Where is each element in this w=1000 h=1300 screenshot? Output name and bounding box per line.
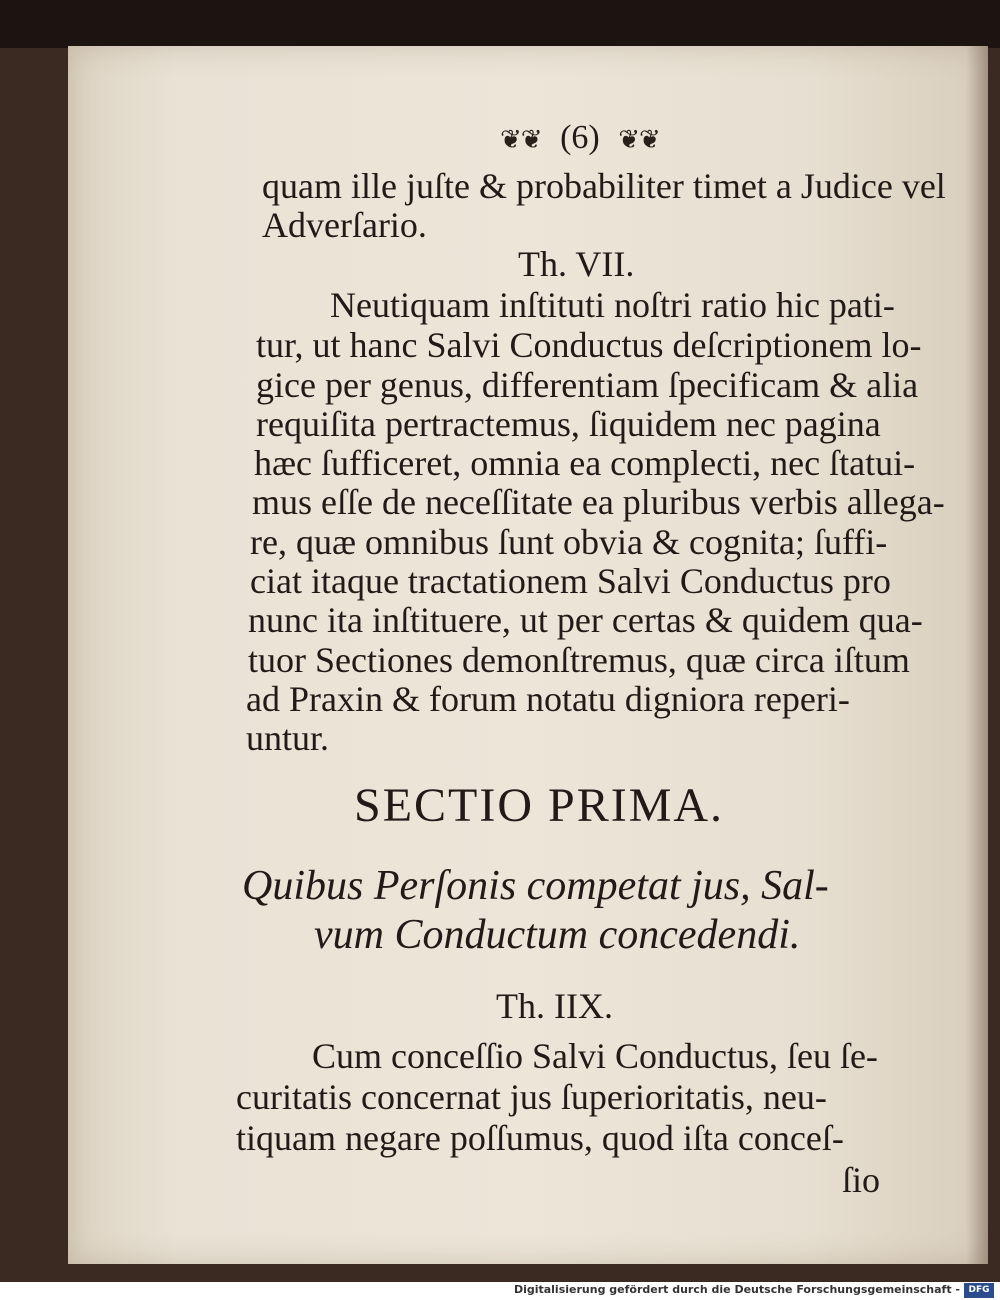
text-line: tur, ut hanc Salvi Conductus deſcriptionem lo- [256,325,922,365]
thesis-heading: Th. IIX. [496,986,613,1026]
text-line: Neutiquam inſtituti noſtri ratio hic pati- [330,285,895,325]
text-line: mus eſſe de neceſſitate ea pluribus verbis allega- [252,482,945,522]
page-header [500,118,660,160]
text-line: tiquam negare poſſumus, quod iſta conceſ- [236,1118,844,1158]
text-line: re, quæ omnibus ſunt obvia & cognita; ſuffi- [250,522,888,562]
page-gutter-shadow [966,46,988,1264]
section-subtitle: Quibus Perſonis competat jus, Sal- [242,863,829,909]
ornament-left-icon: ❦❦ [500,125,542,155]
text-line: requiſita pertractemus, ſiquidem nec pagina [256,404,881,444]
text-line: tuor Sectiones demonſtremus, quæ circa iſtum [248,640,910,680]
ornament-right-icon: ❦❦ [618,125,660,155]
text-line: gice per genus, differentiam ſpecificam & alia [256,365,919,405]
scan-top-border [0,0,1000,48]
text-line: nunc ita inſtituere, ut per certas & quidem qua- [248,600,923,640]
page-number: (6) [560,119,600,156]
digitization-footer [0,1282,1000,1300]
text-line: quam ille juſte & probabiliter timet a Judice vel [262,166,946,206]
text-line: Adverſario. [262,205,427,245]
text-line: hæc ſufficeret, omnia ea complecti, nec ſtatui- [254,443,916,483]
text-line: Cum conceſſio Salvi Conductus, ſeu ſe- [312,1036,878,1076]
thesis-heading: Th. VII. [518,244,635,284]
text-line: ad Praxin & forum notatu digniora reperi- [246,679,850,719]
text-line: curitatis concernat jus ſuperioritatis, neu- [236,1077,827,1117]
text-line: untur. [246,718,330,758]
section-title: SECTIO PRIMA. [354,779,725,832]
catchword: ſio [842,1160,881,1200]
text-line: ciat itaque tractationem Salvi Conductus pro [250,561,891,601]
dfg-logo: DFG [964,1283,994,1298]
section-subtitle: vum Conductum concedendi. [314,912,801,958]
footer-credit: Digitalisierung gefördert durch die Deutsche Forschungsgemeinschaft - [513,1283,960,1296]
